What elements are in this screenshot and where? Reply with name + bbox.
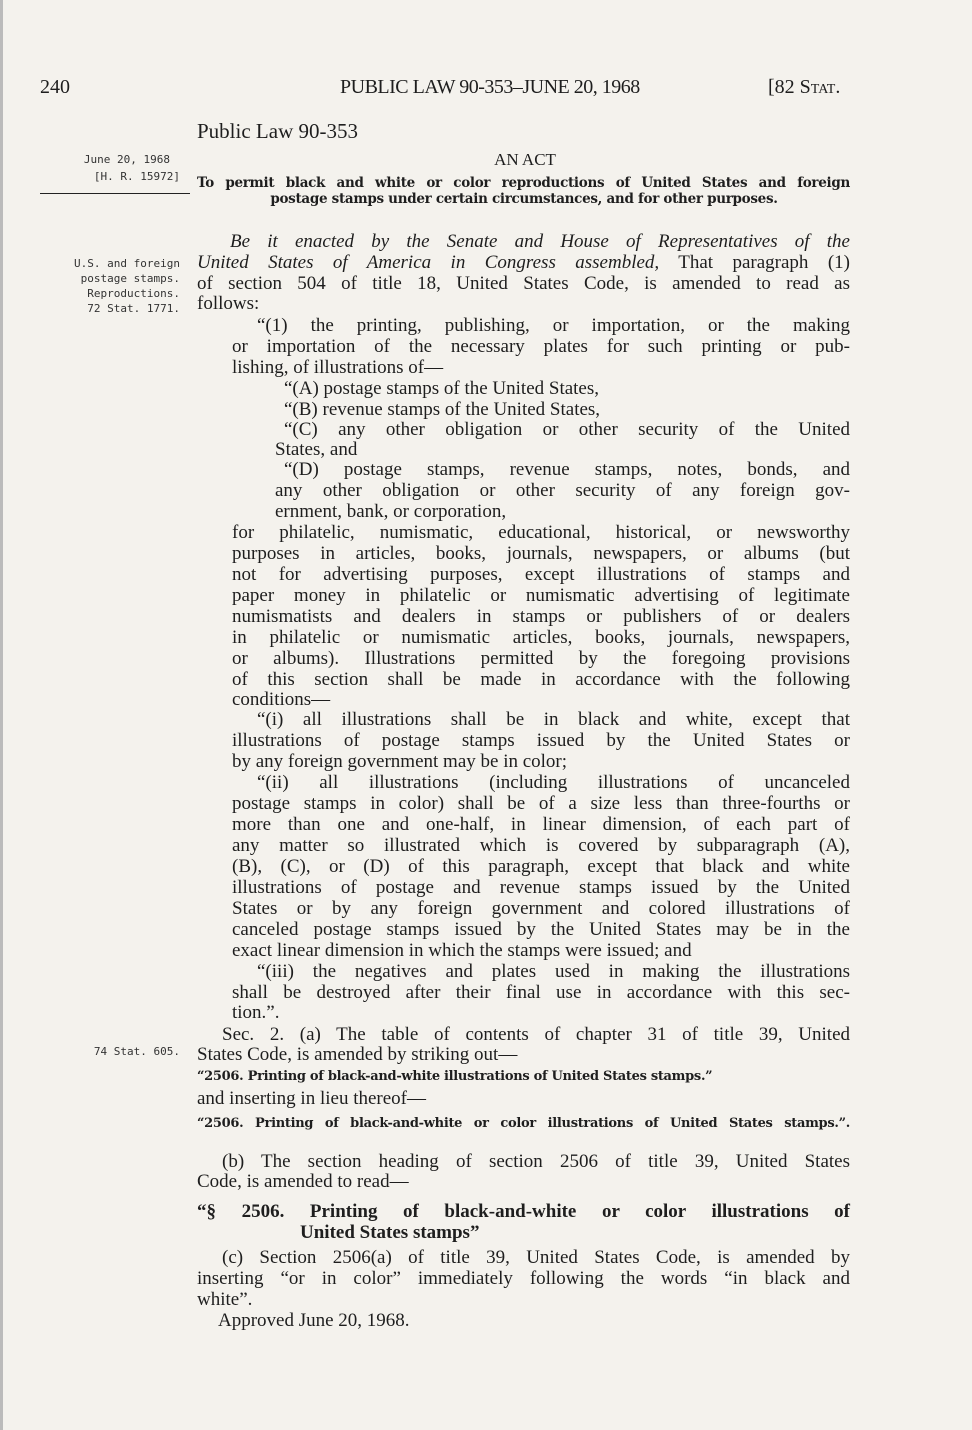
line-text: “(ii) all illustrations (including illustrations of uncanceled <box>257 772 850 793</box>
line-text: (B), (C), or (D) of this paragraph, except that black and white <box>232 856 850 877</box>
body-line <box>232 940 692 962</box>
line-text: “(iii) the negatives and plates used in making the illustrations <box>257 961 850 982</box>
body-line <box>232 522 850 544</box>
line-text: for philatelic, numismatic, educational, historical, or newsworthy <box>232 522 850 543</box>
body-line <box>232 669 850 691</box>
body-line <box>230 231 850 253</box>
body-line <box>232 689 330 711</box>
line-text: any matter so illustrated which is covered by subparagraph (A), <box>232 835 850 856</box>
body-line <box>232 919 850 941</box>
body-line <box>197 1113 850 1135</box>
page-number: 240 <box>40 76 70 98</box>
act-label: AN ACT <box>494 150 556 169</box>
body-line <box>197 273 850 295</box>
body-line <box>232 856 850 878</box>
line-text: (b) The section heading of section 2506 of title 39, United States <box>222 1151 850 1172</box>
body-line <box>232 564 850 586</box>
body-line <box>197 1044 517 1066</box>
body-line <box>232 1002 280 1024</box>
body-line <box>218 1310 410 1332</box>
body-line <box>232 648 850 670</box>
body-line <box>197 293 259 315</box>
line-text: lishing, of illustrations of— <box>232 357 444 378</box>
body-line <box>197 1289 252 1311</box>
line-text: and inserting in lieu thereof— <box>197 1088 426 1109</box>
line-text: in philatelic or numismatic articles, books, journals, newspapers, <box>232 627 850 648</box>
line-text: of section 504 of title 18, United States Code, is amended to read as <box>197 273 850 294</box>
line-text: tion.”. <box>232 1002 280 1023</box>
body-line <box>300 1222 479 1244</box>
act-title-line: postage stamps under certain circumstances, and for other purposes. <box>270 191 778 207</box>
line-text: “2506. Printing of black-and-white illustrations of United States stamps.” <box>197 1069 713 1084</box>
body-line <box>257 315 850 337</box>
body-line <box>275 480 850 502</box>
line-text: postage stamps in color) shall be of a size less than three-fourths or <box>232 793 850 814</box>
margin-subject: 72 Stat. 1771. <box>87 302 180 315</box>
body-line <box>257 961 850 983</box>
running-header-title: PUBLIC LAW 90-353–JUNE 20, 1968 <box>340 76 640 98</box>
scan-edge <box>0 0 3 1430</box>
body-line <box>197 1088 426 1110</box>
line-text: States or by any foreign government and colored illustrations of <box>232 898 850 919</box>
line-text: “(1) the printing, publishing, or importation, or the making <box>257 315 850 336</box>
line-text: canceled postage stamps issued by the United States may be in the <box>232 919 850 940</box>
body-line <box>232 877 850 899</box>
body-line <box>284 378 599 400</box>
line-text: more than one and one-half, in linear dimension, of each part of <box>232 814 850 835</box>
line-text: Code, is amended to read— <box>197 1171 409 1192</box>
body-line <box>232 751 567 773</box>
body-line <box>257 709 850 731</box>
line-text: of this section shall be made in accordance with the following <box>232 669 850 690</box>
body-line <box>222 1151 850 1173</box>
body-line <box>197 1171 409 1193</box>
body-line <box>232 585 850 607</box>
line-text: States Code, is amended by striking out— <box>197 1044 518 1065</box>
line-text: not for advertising purposes, except illustrations of stamps and <box>232 564 850 585</box>
body-line <box>197 1066 712 1088</box>
margin-subject: Reproductions. <box>87 287 180 300</box>
line-text: illustrations of postage stamps issued by the United States or <box>232 730 850 751</box>
body-line <box>284 419 850 441</box>
law-number: Public Law 90-353 <box>197 119 358 143</box>
body-line <box>284 399 600 421</box>
body-line <box>222 1247 850 1269</box>
line-text: That paragraph (1) <box>659 252 850 273</box>
body-line <box>284 459 850 481</box>
body-line <box>222 1024 850 1046</box>
line-text: “(i) all illustrations shall be in black and white, except that <box>257 709 850 730</box>
line-text: “(D) postage stamps, revenue stamps, notes, bonds, and <box>284 459 850 480</box>
line-text: or albums). Illustrations permitted by the foregoing provisions <box>232 648 850 669</box>
line-text: follows: <box>197 293 260 314</box>
line-text: illustrations of postage and revenue stamps issued by the United <box>232 877 850 898</box>
line-text: inserting “or in color” immediately following the words “in black and <box>197 1268 850 1289</box>
line-text: numismatists and dealers in stamps or publishers of or dealers <box>232 606 850 627</box>
body-line <box>232 730 850 752</box>
margin-rule <box>40 193 190 194</box>
line-text: any other obligation or other security of any foreign gov- <box>275 480 850 501</box>
line-text: (c) Section 2506(a) of title 39, United States Code, is amended by <box>222 1247 850 1268</box>
body-line <box>257 772 850 794</box>
margin-sec2-reference: 74 Stat. 605. <box>93 1045 180 1058</box>
margin-subject: U.S. and foreign <box>74 257 180 270</box>
line-text: purposes in articles, books, journals, newspapers, or albums (but <box>232 543 850 564</box>
line-text: States, and <box>275 439 358 460</box>
line-text: “(A) postage stamps of the United States, <box>284 378 600 399</box>
body-line <box>232 543 850 565</box>
line-text: conditions— <box>232 689 331 710</box>
body-line <box>232 982 850 1004</box>
margin-date: June 20, 1968 <box>83 153 170 166</box>
margin-bill: [H. R. 15972] <box>93 170 180 183</box>
line-text: “§ 2506. Printing of black-and-white or color illustrations of <box>197 1201 850 1222</box>
line-text: white”. <box>197 1289 253 1310</box>
body-line <box>197 1268 850 1290</box>
line-text: “(C) any other obligation or other security of the United <box>284 419 850 440</box>
line-text: “2506. Printing of black-and-white or color illustrations of United States stamps.”. <box>197 1116 850 1131</box>
body-line <box>232 793 850 815</box>
volume-reference: [82 Stat. <box>768 76 841 98</box>
line-text: United States stamps” <box>300 1222 480 1243</box>
line-text: shall be destroyed after their final use in accordance with this sec- <box>232 982 850 1003</box>
body-line <box>275 501 506 523</box>
body-line <box>232 606 850 628</box>
line-text: paper money in philatelic or numismatic advertising of legitimate <box>232 585 850 606</box>
line-text: Sec. 2. (a) The table of contents of chapter 31 of title 39, United <box>222 1024 850 1045</box>
italic-text: Be it enacted by the Senate and House of Representatives of the <box>230 231 850 252</box>
body-line <box>232 627 850 649</box>
body-line <box>232 357 443 379</box>
body-line <box>197 1201 850 1223</box>
margin-subject: postage stamps. <box>80 272 180 285</box>
line-text: “(B) revenue stamps of the United States, <box>284 399 601 420</box>
body-line <box>232 898 850 920</box>
line-text: Approved June 20, 1968. <box>218 1310 410 1331</box>
body-line <box>232 814 850 836</box>
body-line <box>232 336 850 358</box>
body-line <box>197 252 850 274</box>
act-title-line: To permit black and white or color reproductions of United States and foreign <box>197 175 850 191</box>
italic-text: United States of America in Congress assembled, <box>197 252 660 273</box>
body-line <box>275 439 357 461</box>
line-text: by any foreign government may be in color; <box>232 751 568 772</box>
line-text: exact linear dimension in which the stamps were issued; and <box>232 940 692 961</box>
body-line <box>232 835 850 857</box>
line-text: ernment, bank, or corporation, <box>275 501 507 522</box>
line-text: or importation of the necessary plates for such printing or pub- <box>232 336 850 357</box>
